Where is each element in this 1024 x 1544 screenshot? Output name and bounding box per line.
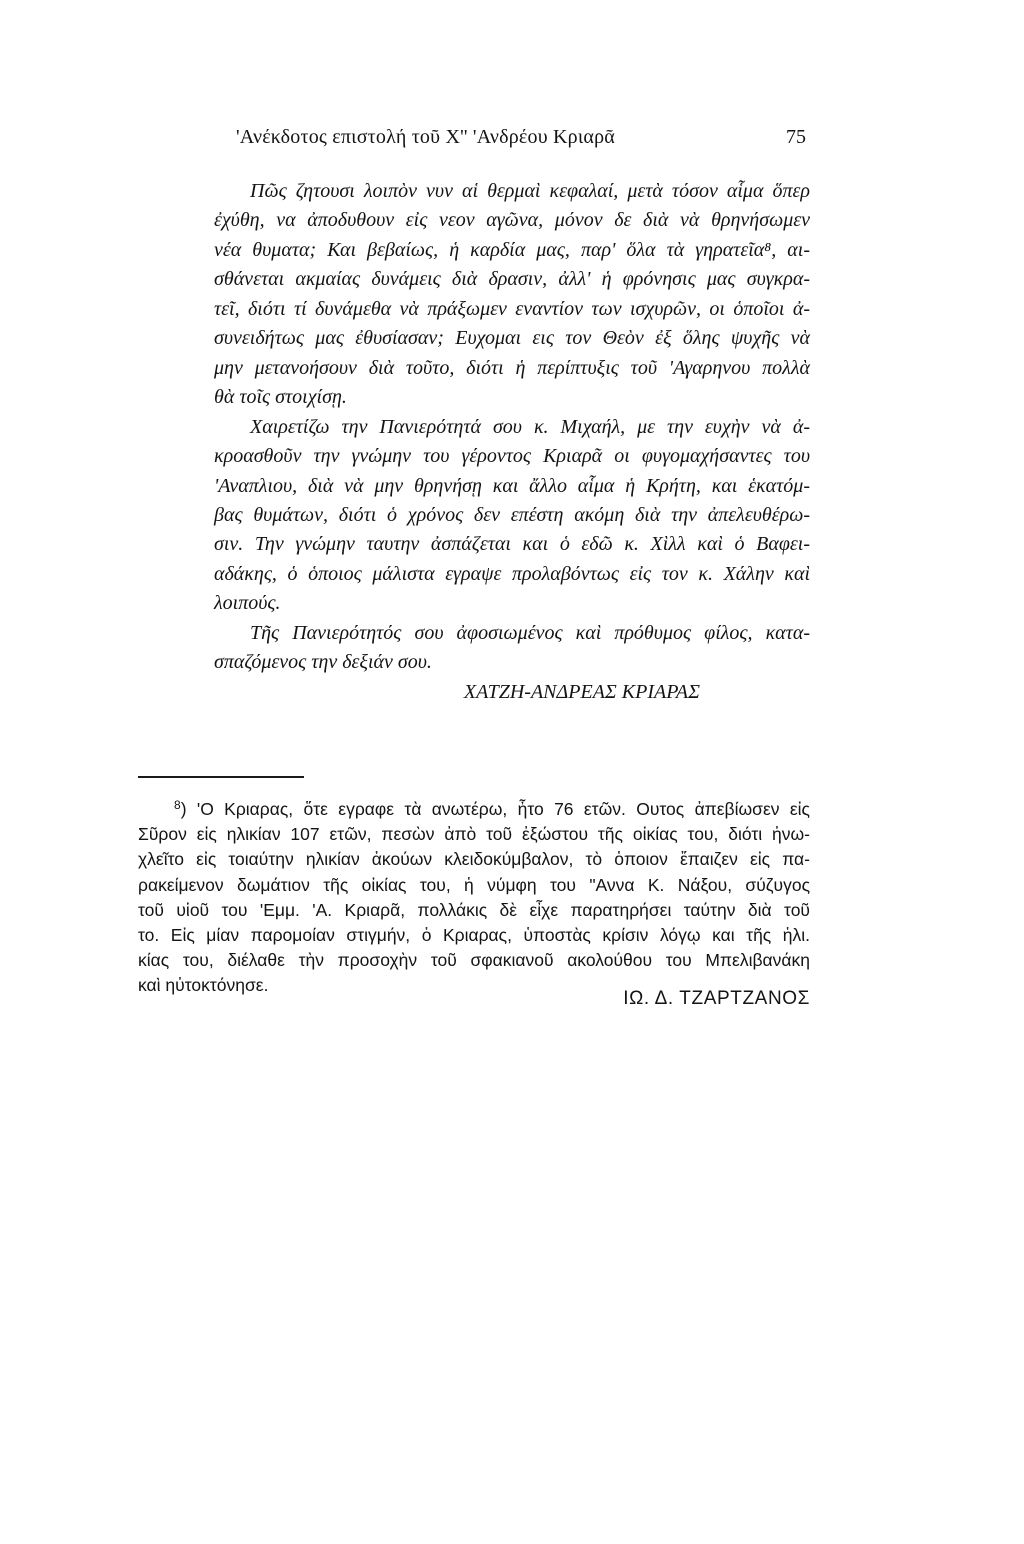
letter-line: 'Αναπλιου, διὰ νὰ μην θρηνήσῃ και ἄλλο αἷμα ἡ Κρήτη, και ἑκατόμ- (214, 474, 810, 497)
footnote-rule (138, 776, 304, 778)
footnote (138, 793, 810, 999)
footnote-first-text: ) 'Ο Κριαρας, ὅτε εγραφε τὰ ανωτέρω, ἦτο 76 ετῶν. Ουτος ἀπεβίωσεν εἰς (180, 799, 810, 819)
letter-line: συνειδήτως μας ἐθυσίασαν; Ευχομαι εις τον Θεὸν ἐξ ὅλης ψυχῆς νὰ (214, 327, 810, 350)
footnote-author: ΙΩ. Δ. ΤΖΑΡΤΖΑΝΟΣ (623, 988, 810, 1009)
letter-body (214, 177, 810, 707)
page-number: 75 (786, 126, 806, 148)
letter-line: λοιπούς. (214, 592, 281, 615)
footnote-line: κίας του, διέλαθε τὴν προσοχὴν τοῦ σφακιανοῦ ακολούθου του Μπελιβανάκη (138, 950, 810, 971)
letter-line: τεῖ, διότι τί δυνάμεθα νὰ πράξωμεν εναντίον των ισχυρῶν, οι ὁποῖοι ἀ- (214, 297, 810, 320)
letter-line: Πῶς ζητουσι λοιπὸν νυν αἱ θερμαὶ κεφαλαί, μετὰ τόσον αἷμα ὅπερ (250, 180, 810, 202)
footnote-first-line (138, 793, 810, 822)
footnote-line: ρακείμενον δωμάτιον τῆς οἰκίας του, ἡ νύμφη του "Αννα Κ. Νάξου, σύζυγος (138, 874, 810, 895)
footnote-line: καὶ ηὐτοκτόνησε. (138, 975, 269, 996)
footnote-line: τοῦ υἱοῦ του 'Εμμ. 'Α. Κριαρᾶ, πολλάκις δὲ εἶχε παρατηρήσει ταύτην διὰ τοῦ (138, 899, 810, 920)
footnote-line: το. Εἰς μίαν παρομοίαν στιγμήν, ὁ Κριαρας, ὑποστὰς κρίσιν λόγῳ και τῆς ἡλι. (138, 925, 810, 946)
letter-line: κροασθοῦν την γνώμην του γέροντος Κριαρᾶ οι φυγομαχήσαντες του (214, 445, 810, 468)
footnote-line: Σῦρον εἰς ηλικίαν 107 ετῶν, πεσὼν ἀπὸ τοῦ ἐξώστου τῆς οἰκίας του, διότι ἠνω- (138, 824, 810, 845)
running-head (236, 126, 806, 160)
letter-line: σπαζόμενος την δεξιάν σου. (214, 651, 432, 674)
letter-line: Τῆς Πανιερότητός σου ἀφοσιωμένος καὶ πρόθυμος φίλος, κατα- (250, 621, 810, 644)
letter-line: Χαιρετίζω την Πανιερότητά σου κ. Μιχαήλ, με την ευχὴν νὰ ἀ- (250, 415, 810, 438)
letter-line: θὰ τοῖς στοιχίσῃ. (214, 386, 347, 409)
letter-line: σιν. Την γνώμην ταυτην ἀσπάζεται και ὁ εδῶ κ. Χὶλλ καὶ ὁ Βαφει- (214, 533, 810, 556)
letter-line: σθάνεται ακμαίας δυνάμεις διὰ δρασιν, ἀλλ' ἡ φρόνησις μας συγκρα- (214, 268, 810, 291)
letter-line: μην μετανοήσουν διὰ τοῦτο, διότι ἡ περίπτυξις τοῦ 'Αγαρηνου πολλὰ (214, 356, 810, 379)
letter-line: βας θυμάτων, διότι ὁ χρόνος δεν επέστη ακόμη διὰ την ἀπελευθέρω- (214, 503, 810, 526)
running-head-title: 'Ανέκδοτος επιστολή τοῦ Χ'' 'Ανδρέου Κριαρᾶ (236, 126, 615, 148)
letter-line: αδάκης, ὁ ὁποιος μάλιστα εγραψε προλαβόντως εἰς τον κ. Χάλην καὶ (214, 562, 810, 585)
letter-signature: ΧΑΤΖΗ-ΑΝΔΡΕΑΣ ΚΡΙΑΡΑΣ (463, 680, 700, 703)
footnote-line: χλεῖτο εἰς τοιαύτην ηλικίαν ἀκούων κλειδοκύμβαλον, τὸ ὁποιον ἔπαιζεν εἰς πα- (138, 849, 810, 870)
letter-line: ἐχύθη, να ἀποδυθουν εἰς νεον αγῶνα, μόνον δε διὰ νὰ θρηνήσωμεν (214, 209, 810, 232)
footnote-marker: 8 (174, 798, 181, 812)
letter-line: νέα θυματα; Και βεβαίως, ἡ καρδία μας, παρ' ὅλα τὰ γηρατεῖα⁸, αι- (214, 238, 810, 261)
